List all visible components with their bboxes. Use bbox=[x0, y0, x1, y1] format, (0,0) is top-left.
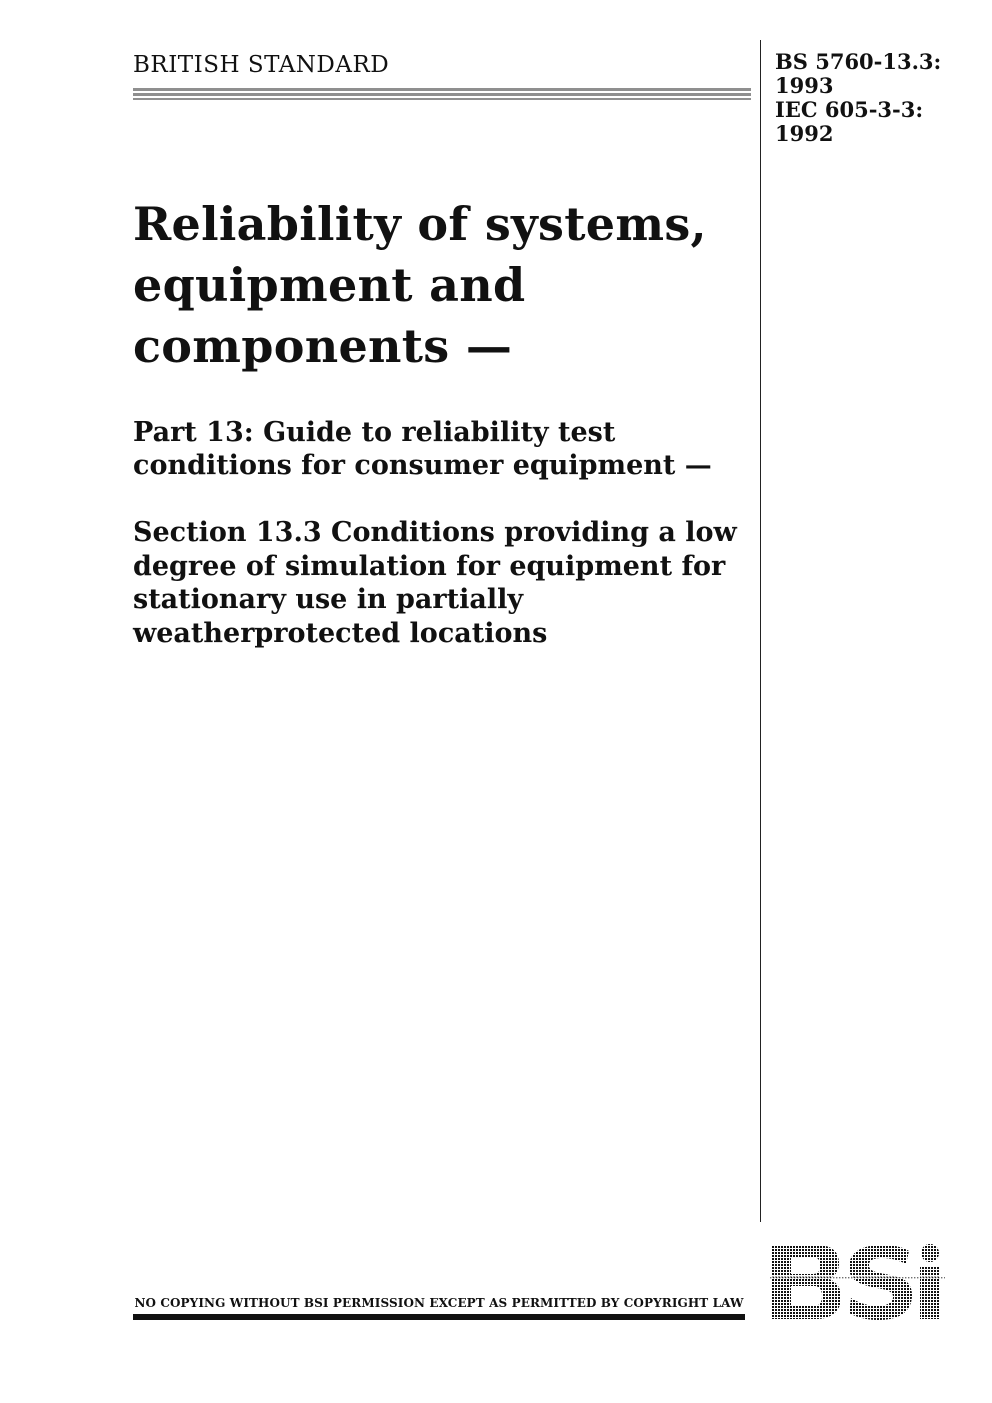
header-rule-line-1 bbox=[133, 88, 751, 91]
standard-numbers bbox=[775, 50, 941, 146]
column-divider bbox=[760, 40, 761, 1222]
header-rule-line-3 bbox=[133, 98, 751, 100]
section-title-line: stationary use in partially bbox=[133, 584, 524, 615]
bs-year: 1993 bbox=[775, 73, 834, 98]
header-rule bbox=[133, 88, 751, 100]
bsi-logo-icon bbox=[769, 1243, 945, 1321]
copyright-notice: NO COPYING WITHOUT BSI PERMISSION EXCEPT AS PERMITTED BY COPYRIGHT LAW bbox=[134, 1296, 744, 1310]
header-rule-line-2 bbox=[133, 93, 751, 96]
iec-year: 1992 bbox=[775, 121, 834, 146]
section-title-line: Section 13.3 Conditions providing a low bbox=[133, 517, 737, 548]
bs-number: BS 5760-13.3: bbox=[775, 49, 942, 74]
section-title-line: weatherprotected locations bbox=[133, 617, 548, 649]
title-line: components — bbox=[133, 319, 513, 373]
part-title bbox=[133, 416, 712, 482]
footer-rule bbox=[133, 1314, 745, 1320]
bsi-logo-b bbox=[771, 1245, 841, 1319]
title-line: equipment and bbox=[133, 258, 526, 312]
part-title-line: conditions for consumer equipment — bbox=[133, 450, 712, 481]
bsi-logo-i bbox=[920, 1244, 940, 1319]
title-line: Reliability of systems, bbox=[133, 197, 707, 251]
part-title-line: Part 13: Guide to reliability test bbox=[133, 417, 616, 448]
section-title bbox=[133, 516, 737, 650]
standard-type-label: BRITISH STANDARD bbox=[133, 52, 390, 78]
section-title-line: degree of simulation for equipment for bbox=[133, 550, 726, 582]
iec-number: IEC 605-3-3: bbox=[775, 97, 924, 122]
bsi-logo-s bbox=[849, 1245, 912, 1320]
document-title bbox=[133, 194, 707, 377]
